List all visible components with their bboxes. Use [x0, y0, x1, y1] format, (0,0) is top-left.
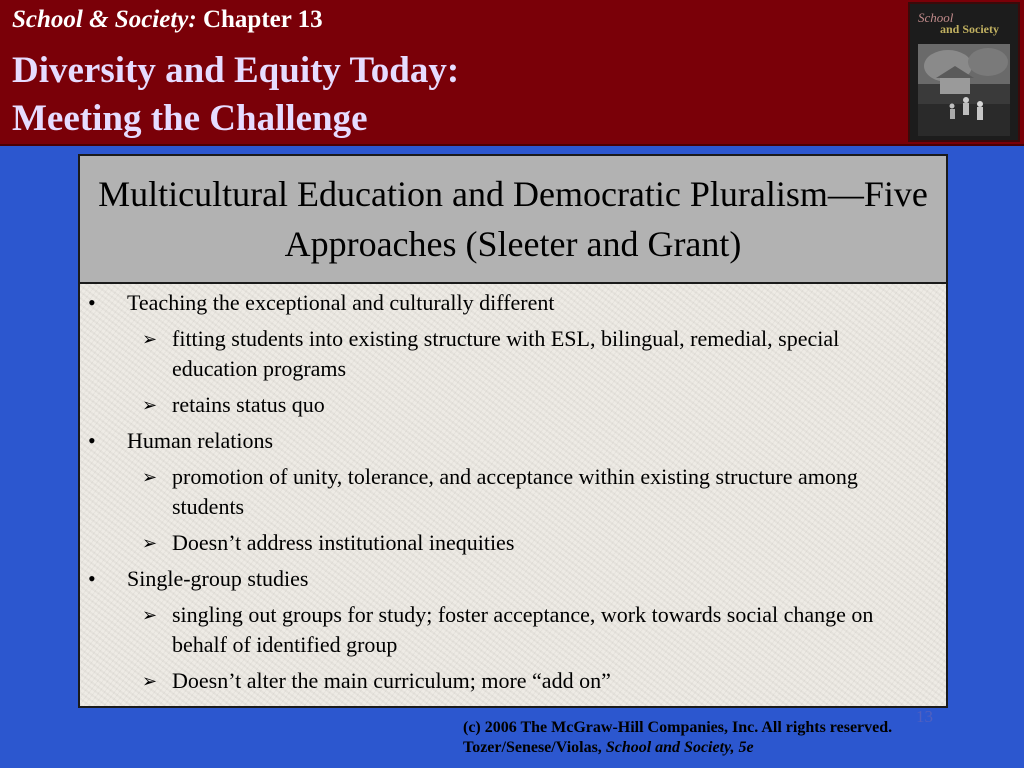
content-box [78, 154, 948, 708]
bullet-text: promotion of unity, tolerance, and acceptance within existing structure among students [172, 464, 858, 519]
chapter-title-line2: Meeting the Challenge [12, 98, 368, 139]
bullet-text: Doesn’t alter the main curriculum; more “add on” [172, 668, 611, 693]
bullet-item [80, 426, 946, 456]
bullet-text: retains status quo [172, 392, 325, 417]
bullet-dot-icon: • [88, 566, 96, 591]
chapter-heading [12, 6, 323, 34]
sub-bullet-item [80, 600, 946, 660]
sub-bullet-item [80, 666, 946, 696]
cover-title-society: and Society [940, 22, 1000, 36]
arrowhead-bullet-icon: ➢ [142, 467, 158, 487]
sub-bullet-item [80, 462, 946, 522]
arrowhead-bullet-icon: ➢ [142, 533, 158, 553]
page-number: 13 [916, 707, 933, 726]
slide-title: Multicultural Education and Democratic Pluralism—Five Approaches (Sleeter and Grant) [98, 174, 928, 264]
bullet-text: Doesn’t address institutional inequities [172, 530, 515, 555]
book-name: School & Society: [12, 6, 197, 33]
chapter-label: Chapter 13 [196, 6, 323, 33]
cover-title-school: School [918, 10, 954, 25]
chapter-title-line1: Diversity and Equity Today: [12, 50, 460, 91]
arrowhead-bullet-icon: ➢ [142, 395, 158, 415]
footer [463, 718, 1018, 758]
bullet-item [80, 288, 946, 318]
bullet-text: fitting students into existing structure with ESL, bilingual, remedial, special education programs [172, 326, 840, 381]
copyright-text: (c) 2006 The McGraw-Hill Companies, Inc. All rights reserved. [463, 719, 893, 736]
sub-bullet-item [80, 528, 946, 558]
slide-title-bar [80, 156, 946, 284]
bullet-text: Teaching the exceptional and culturally different [127, 290, 555, 315]
citation-book-title: School and Society, 5e [605, 739, 754, 756]
arrowhead-bullet-icon: ➢ [142, 605, 158, 625]
bullet-dot-icon: • [88, 428, 96, 453]
bullet-item [80, 564, 946, 594]
cover-photo [918, 44, 1010, 136]
bullet-text: Single-group studies [127, 566, 309, 591]
bullet-text: Human relations [127, 428, 274, 453]
sub-bullet-item [80, 324, 946, 384]
sub-bullet-item [80, 390, 946, 420]
arrowhead-bullet-icon: ➢ [142, 671, 158, 691]
bullet-list [80, 288, 946, 702]
chapter-title [12, 47, 459, 143]
book-cover-image [908, 2, 1020, 142]
bullet-dot-icon: • [88, 290, 96, 315]
citation-authors: Tozer/Senese/Violas, [463, 739, 606, 756]
bullet-text: singling out groups for study; foster acceptance, work towards social change on behalf of identified group [172, 602, 874, 657]
arrowhead-bullet-icon: ➢ [142, 329, 158, 349]
citation [463, 738, 1018, 758]
slide-header [0, 0, 1024, 146]
